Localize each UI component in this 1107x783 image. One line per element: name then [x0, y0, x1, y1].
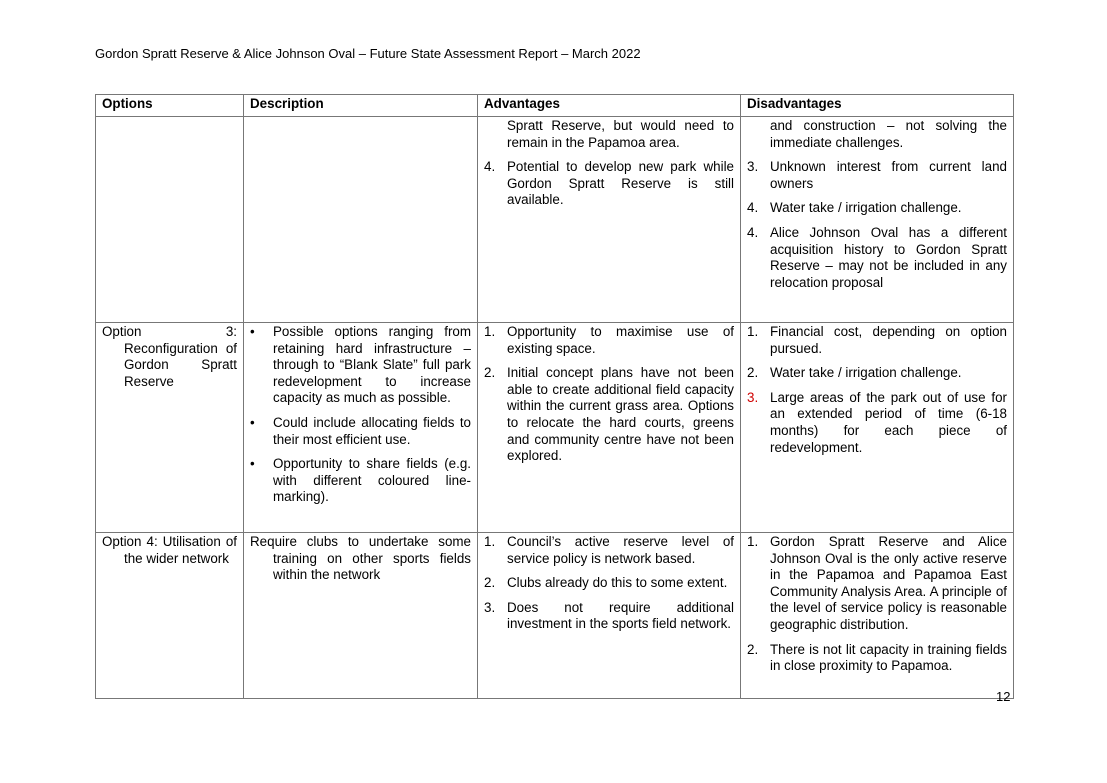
list-item: 3. Large areas of the park out of use for an extended period of time (6-18 months) for each piece of redevelopment. [747, 389, 1007, 455]
disadvantage-continued: and construction – not solving the immediate challenges. [770, 118, 1007, 150]
cell-option [96, 323, 244, 533]
col-header-advantages: Advantages [478, 95, 741, 117]
description-text: Require clubs to undertake some training on other sports fields within the network [250, 534, 471, 583]
option-label: Option 3: Reconfiguration of Gordon Spratt Reserve [102, 324, 237, 389]
list-item: • Possible options ranging from retaining hard infrastructure – through to “Blank Slate” full park redevelopment to increase capacity as much as possible. [250, 324, 471, 406]
page-number: 12 [996, 689, 1011, 704]
list-item: 3. Does not require additional investment in the sports field network. [484, 599, 734, 632]
table-row [96, 533, 1014, 699]
list-item: • Could include allocating fields to their most efficient use. [250, 414, 471, 447]
list-item: 1. Gordon Spratt Reserve and Alice Johnson Oval is the only active reserve in the Papamoa and Papamoa East Community Analysis Area. A principle of the level of service policy is reasonable geographic distribution. [747, 534, 1007, 632]
option-label: Option 4: Utilisation of the wider network [102, 534, 237, 566]
list-item: 2. Initial concept plans have not been able to create additional field capacity within the current grass area. Options to relocate the hard courts, greens and community centre have not been explored. [484, 365, 734, 464]
list-item: 1. Council’s active reserve level of service policy is network based. [484, 534, 734, 566]
list-item: 4. Alice Johnson Oval has a different acquisition history to Gordon Spratt Reserve – may not be included in any relocation proposal [747, 224, 1007, 290]
col-header-options: Options [96, 95, 244, 117]
red-list-number: 3. [747, 389, 759, 405]
table-row [96, 323, 1014, 533]
cell-description [244, 323, 478, 533]
list-item: 2. Water take / irrigation challenge. [747, 365, 962, 381]
cell-advantages [478, 533, 741, 699]
cell-option [96, 117, 244, 323]
list-item: 4. Potential to develop new park while Gordon Spratt Reserve is still available. [484, 159, 734, 208]
col-header-disadvantages: Disadvantages [741, 95, 1014, 117]
list-item: 3. Unknown interest from current land owners [747, 159, 1007, 191]
list-item: 1. Financial cost, depending on option pursued. [747, 324, 1007, 356]
col-header-description: Description [244, 95, 478, 117]
document-header: Gordon Spratt Reserve & Alice Johnson Oval – Future State Assessment Report – March 2022 [95, 46, 641, 61]
cell-description [244, 117, 478, 323]
advantage-continued: Spratt Reserve, but would need to remain in the Papamoa area. [507, 118, 734, 150]
list-item: 4. Water take / irrigation challenge. [747, 200, 962, 216]
cell-advantages [478, 323, 741, 533]
list-item: 2. Clubs already do this to some extent. [484, 575, 728, 591]
cell-disadvantages [741, 323, 1014, 533]
cell-disadvantages [741, 117, 1014, 323]
list-item: • Opportunity to share fields (e.g. with different coloured line-marking). [250, 456, 471, 505]
cell-option [96, 533, 244, 699]
list-item: 1. Opportunity to maximise use of existing space. [484, 324, 734, 356]
list-item: 2. There is not lit capacity in training fields in close proximity to Papamoa. [747, 641, 1007, 674]
cell-disadvantages [741, 533, 1014, 699]
table-header-row [96, 95, 1014, 117]
cell-description [244, 533, 478, 699]
table-row [96, 117, 1014, 323]
options-table [95, 94, 1014, 699]
cell-advantages [478, 117, 741, 323]
